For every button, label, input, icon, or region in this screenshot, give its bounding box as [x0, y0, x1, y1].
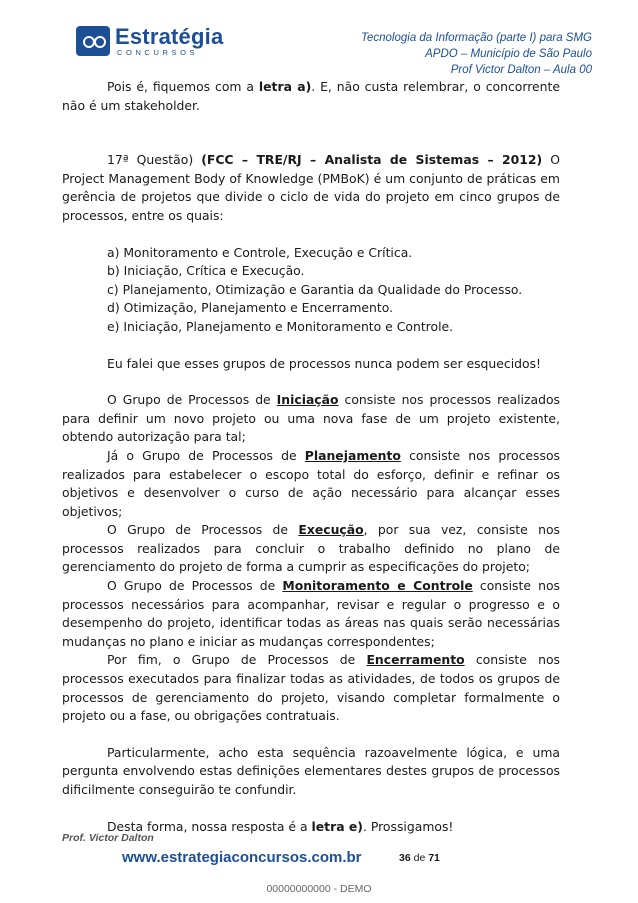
logo-name: Estratégia [115, 24, 224, 49]
page-number [399, 852, 440, 864]
text: O Grupo de Processos de [107, 522, 299, 538]
term-encerramento: Encerramento [366, 652, 465, 668]
estrategia-logo [76, 24, 226, 58]
text: O Grupo de Processos de [107, 392, 277, 408]
text: Desta forma, nossa resposta é a [107, 818, 312, 834]
answer-letter: letra a) [258, 79, 312, 94]
text: Por fim, o Grupo de Processos de [107, 652, 367, 668]
page-header [361, 30, 592, 78]
option-d: d) Otimização, Planejamento e Encerramento. [107, 300, 394, 316]
paragraph-comment: Particularmente, acho esta sequência razoavelmente lógica, e uma pergunta envolvendo estas definições elementares destes grupos de processos dificilmente conseguirão te confundir. [62, 744, 560, 797]
document-body [62, 78, 560, 836]
option-b: b) Iniciação, Crítica e Execução. [107, 263, 305, 279]
term-monitoramento: Monitoramento e Controle [282, 578, 473, 594]
paragraph-execucao [62, 521, 560, 577]
text: . E, não custa relembrar, o concorrente não é um stakeholder. [62, 79, 561, 113]
paragraph-answer-previous [62, 78, 560, 115]
remark: Eu falei que esses grupos de processos nunca podem ser esquecidos! [107, 355, 542, 371]
text: O Grupo de Processos de [107, 578, 283, 594]
option-c: c) Planejamento, Otimização e Garantia da Qualidade do Processo. [107, 281, 523, 297]
text: consiste nos processos realizados para definir um novo projeto ou uma nova fase de um projeto existente, obtendo autorização para tal; [62, 392, 560, 445]
footer-professor: Prof. Victor Dalton [62, 832, 154, 844]
text: consiste nos processos executados para finalizar todas as atividades, de todos os grupos de processos de gerenciamento do projeto, visando completar formalmente o projeto ou a fase, ou obrigações contratuais. [62, 652, 560, 724]
header-course: Tecnologia da Informação (parte I) para SMG [361, 32, 592, 44]
text: Pois é, fiquemos com a [107, 79, 259, 94]
logo-subtitle: CONCURSOS [117, 48, 199, 57]
demo-watermark: 00000000000 - DEMO [266, 883, 372, 895]
term-iniciacao: Iniciação [276, 392, 339, 408]
option-e: e) Iniciação, Planejamento e Monitoramento e Controle. [107, 318, 454, 334]
paragraph-planejamento [62, 447, 560, 521]
text: . Prossigamos! [362, 818, 454, 834]
owl-logo-icon [76, 26, 110, 56]
paragraph-monitoramento [62, 577, 560, 651]
page-total: 71 [428, 852, 440, 864]
term-planejamento: Planejamento [304, 447, 401, 463]
header-exam: APDO – Município de São Paulo [425, 48, 592, 60]
header-professor: Prof Victor Dalton – Aula 00 [450, 64, 592, 76]
option-a: a) Monitoramento e Controle, Execução e Crítica. [107, 244, 413, 260]
term-execucao: Execução [298, 522, 364, 538]
question-source: (FCC – TRE/RJ – Analista de Sistemas – 2012) [201, 152, 543, 168]
text: Já o Grupo de Processos de [107, 447, 305, 463]
answer-letter: letra e) [311, 818, 363, 834]
question-statement [62, 151, 560, 225]
paragraph-encerramento [62, 651, 560, 725]
text: consiste nos processos necessários para acompanhar, revisar e regular o progresso e o desempenho do projeto, identificar todas as áreas nas quais serão necessárias mudanças no plano e iniciar as mudanças correspondentes; [62, 578, 560, 649]
text: , por sua vez, consiste nos processos realizados para concluir o trabalho definido no plano de gerenciamento do projeto de forma a cumprir as especificações do projeto; [62, 522, 560, 575]
question-text: O Project Management Body of Knowledge (PMBoK) é um conjunto de práticas em gerência de projetos que divide o ciclo de vida do projeto em cinco grupos de processos, entre os quais: [62, 152, 560, 223]
text: consiste nos processos realizados para estabelecer o escopo total do esforço, definir e refinar os objetivos e desenvolver o curso de ação necessário para alcançar esses objetivos; [62, 447, 560, 519]
page-of: de [410, 852, 429, 864]
question-number: 17ª Questão) [107, 152, 202, 168]
paragraph-iniciacao [62, 391, 560, 447]
page-current: 36 [399, 852, 411, 864]
footer-website-link[interactable]: www.estrategiaconcursos.com.br [122, 849, 362, 866]
